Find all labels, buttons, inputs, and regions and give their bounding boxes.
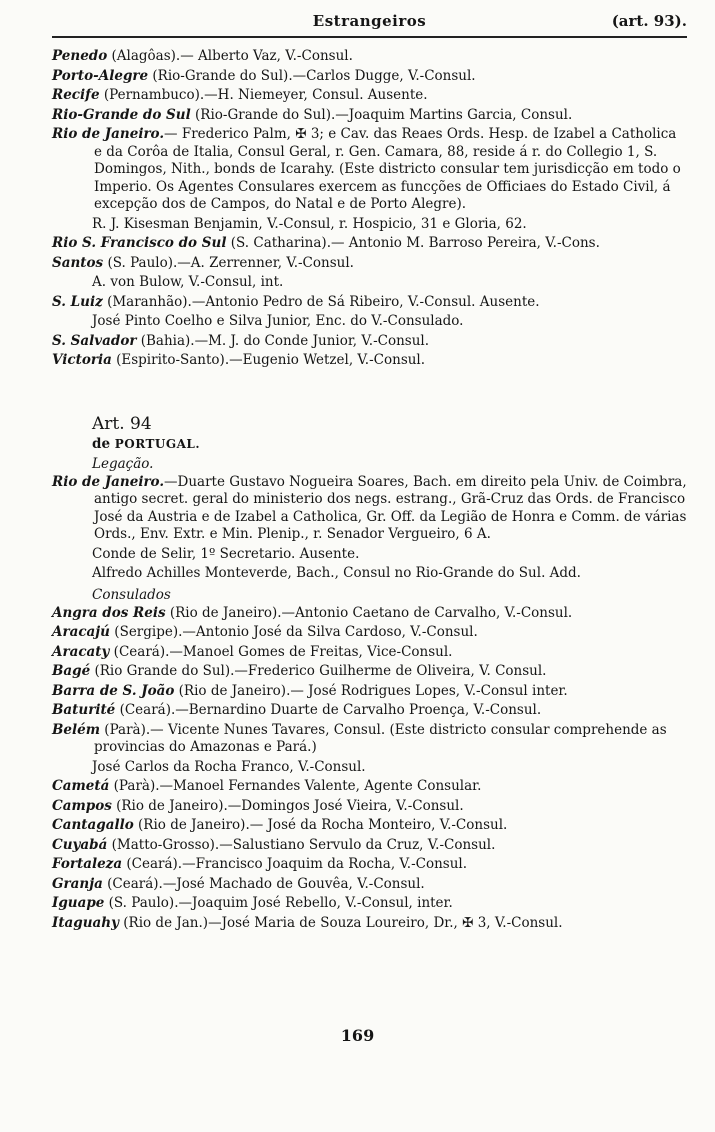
list-item: Cantagallo (Rio de Janeiro).— José da Rocha Monteiro, V.-Consul. (52, 817, 508, 833)
list-item: Rio de Janeiro.— Frederico Palm, ✠ 3; e Cav. das Reaes Ords. Hesp. de Izabel a Catholica e da Corôa de Italia, Consul Geral, r. Gen. Camara, 88, reside á r. do Collegio 1, S. Domingos, Nith., bonds de Icarahy. (Este districto consular tem jurisdicção em todo o Imperio. Os Agentes Consulares exercem as funcções de Officiaes do Estado Civil, á excepção dos de Campos, do Natal e de Porto Alegre). (52, 126, 681, 212)
list-item: Rio-Grande do Sul (Rio-Grande do Sul).—Joaquim Martins Garcia, Consul. (52, 106, 573, 123)
running-title: Estrangeiros (312, 12, 427, 30)
list-item: Santos (S. Paulo).—A. Zerrenner, V.-Consul. (52, 254, 354, 271)
header-rule (52, 36, 687, 38)
list-item: Barra de S. João (Rio de Janeiro).— José Rodrigues Lopes, V.-Consul inter. (52, 682, 568, 699)
list-item: Rio de Janeiro.—Duarte Gustavo Nogueira Soares, Bach. em direito pela Univ. de Coimbra, antigo secret. geral do ministerio dos negs. estrang., Grã-Cruz das Ords. de Francisco José da Austria e de Izabel a Catholica, Gr. Off. da Legião de Honra e Comm. de várias Ords., Env. Extr. e Min. Plenip., r. Senador Vergueiro, 6 A. (52, 473, 687, 542)
list-item: Recife (Pernambuco).—H. Niemeyer, Consul. Ausente. (52, 87, 428, 103)
page-header (52, 8, 687, 34)
list-item: Cametá (Parà).—Manoel Fernandes Valente, Agente Consular. (52, 778, 482, 794)
list-item: Belém (Parà).— Vicente Nunes Tavares, Consul. (Este districto consular comprehende as provincias do Amazonas e Pará.) (52, 721, 667, 755)
list-item: S. Salvador (Bahia).—M. J. do Conde Junior, V.-Consul. (52, 332, 430, 349)
sub-entry: A. von Bulow, V.-Consul, int. (92, 274, 284, 290)
list-item: Aracaty (Ceará).—Manoel Gomes de Freitas, Vice-Consul. (52, 643, 453, 660)
list-item: Penedo (Alagôas).— Alberto Vaz, V.-Consul. (52, 48, 353, 64)
article-title: Art. 94 (92, 413, 152, 434)
list-item: Campos (Rio de Janeiro).—Domingos José Vieira, V.-Consul. (52, 797, 464, 814)
sub-entry: José Pinto Coelho e Silva Junior, Enc. do V.-Consulado. (92, 313, 464, 329)
list-item: Victoria (Espirito-Santo).—Eugenio Wetzel, V.-Consul. (52, 352, 426, 368)
list-item: S. Luiz (Maranhão).—Antonio Pedro de Sá Ribeiro, V.-Consul. Ausente. (52, 293, 540, 310)
list-item: Baturité (Ceará).—Bernardino Duarte de Carvalho Proença, V.-Consul. (52, 702, 542, 718)
list-item: Angra dos Reis (Rio de Janeiro).—Antonio Caetano de Carvalho, V.-Consul. (52, 604, 573, 621)
list-item: Porto-Alegre (Rio-Grande do Sul).—Carlos Dugge, V.-Consul. (52, 67, 476, 84)
list-item: Aracajú (Sergipe).—Antonio José da Silva Cardoso, V.-Consul. (52, 624, 478, 640)
list-item: Cuyabá (Matto-Grosso).—Salustiano Servulo da Cruz, V.-Consul. (52, 836, 496, 853)
sub-entry: José Carlos da Rocha Franco, V.-Consul. (92, 758, 366, 775)
country-heading: de PORTUGAL. (92, 435, 201, 452)
section-legacao: Legação. (92, 455, 154, 472)
sub-entry: Alfredo Achilles Monteverde, Bach., Consul no Rio-Grande do Sul. Add. (92, 565, 581, 581)
page-number: 169 (340, 1026, 375, 1045)
sub-entry: Conde de Selir, 1º Secretario. Ausente. (92, 545, 360, 562)
entries-group-a (52, 48, 687, 214)
list-item: Bagé (Rio Grande do Sul).—Frederico Guilherme de Oliveira, V. Consul. (52, 663, 547, 679)
list-item: Fortaleza (Ceará).—Francisco Joaquim da Rocha, V.-Consul. (52, 856, 468, 872)
list-item: Iguape (S. Paulo).—Joaquim José Rebello, V.-Consul, inter. (52, 895, 453, 911)
list-item: Itaguahy (Rio de Jan.)—José Maria de Souza Loureiro, Dr., ✠ 3, V.-Consul. (52, 914, 563, 931)
article-reference: (art. 93). (611, 12, 687, 30)
section-consulados: Consulados (92, 586, 171, 603)
sub-entry: R. J. Kisesman Benjamin, V.-Consul, r. Hospicio, 31 e Gloria, 62. (92, 215, 527, 232)
list-item: Rio S. Francisco do Sul (S. Catharina).— Antonio M. Barroso Pereira, V.-Cons. (52, 235, 600, 251)
list-item: Granja (Ceará).—José Machado de Gouvêa, V.-Consul. (52, 875, 425, 892)
article-94 (52, 414, 687, 933)
